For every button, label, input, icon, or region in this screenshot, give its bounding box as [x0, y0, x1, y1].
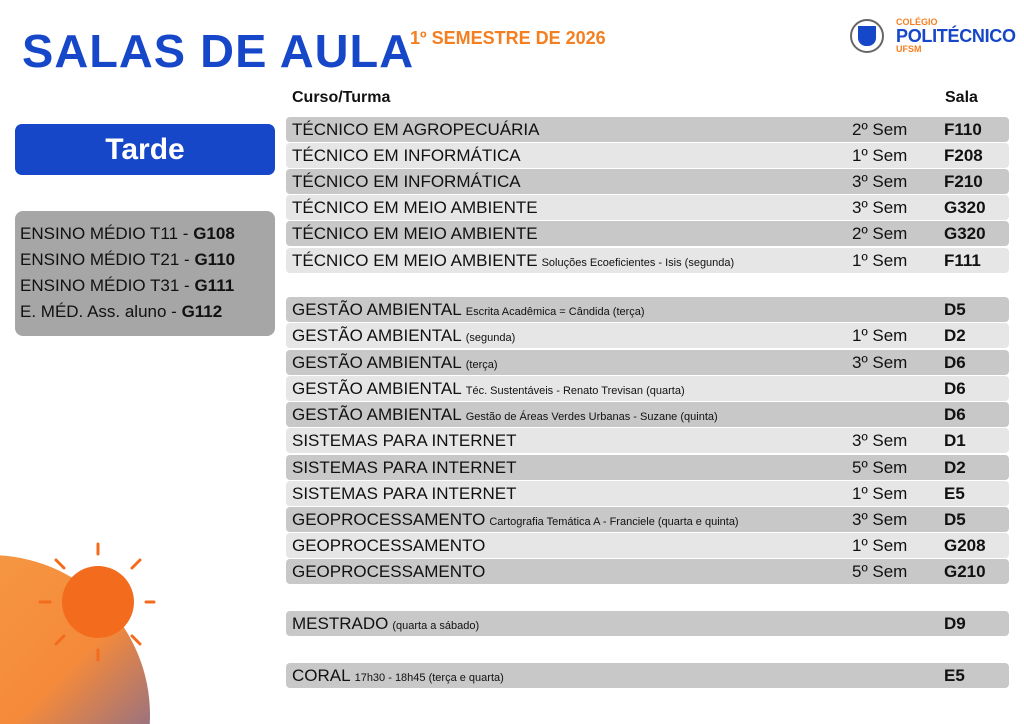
- table-row: TÉCNICO EM MEIO AMBIENTE 2º Sem G320: [286, 221, 1009, 246]
- column-header-sala: Sala: [945, 89, 978, 106]
- logo-line2: POLITÉCNICO: [896, 26, 1016, 46]
- table-row: SISTEMAS PARA INTERNET 5º Sem D2: [286, 455, 1009, 480]
- table-row: GEOPROCESSAMENTO 1º Sem G208: [286, 533, 1009, 558]
- column-header-curso: Curso/Turma: [292, 89, 391, 106]
- table-row: GESTÃO AMBIENTAL Téc. Sustentáveis - Renato Trevisan (quarta) D6: [286, 376, 1009, 401]
- table-row: GEOPROCESSAMENTO 5º Sem G210: [286, 559, 1009, 584]
- table-row: SISTEMAS PARA INTERNET 3º Sem D1: [286, 428, 1009, 453]
- table-row: GESTÃO AMBIENTAL (terça) 3º Sem D6: [286, 350, 1009, 375]
- table-row: MESTRADO (quarta a sábado) D9: [286, 611, 1009, 636]
- page-title: SALAS DE AULA: [22, 25, 415, 77]
- ensino-medio-item: E. MÉD. Ass. aluno - G112: [20, 302, 223, 321]
- table-row: GESTÃO AMBIENTAL Gestão de Áreas Verdes Urbanas - Suzane (quinta) D6: [286, 402, 1009, 427]
- table-row: TÉCNICO EM INFORMÁTICA 3º Sem F210: [286, 169, 1009, 194]
- table-row: SISTEMAS PARA INTERNET 1º Sem E5: [286, 481, 1009, 506]
- table-row: TÉCNICO EM MEIO AMBIENTE Soluções Ecoeficientes - Isis (segunda) 1º Sem F111: [286, 248, 1009, 273]
- period-badge: Tarde: [15, 124, 275, 175]
- semester-label: 1º SEMESTRE DE 2026: [410, 28, 606, 48]
- ensino-medio-item: ENSINO MÉDIO T31 - G111: [20, 276, 235, 295]
- table-row: TÉCNICO EM INFORMÁTICA 1º Sem F208: [286, 143, 1009, 168]
- school-logo: [850, 18, 1016, 54]
- ufsm-seal-icon: [850, 19, 884, 53]
- ensino-medio-box: [15, 211, 275, 336]
- sun-icon: [0, 540, 160, 724]
- table-row: GEOPROCESSAMENTO Cartografia Temática A - Franciele (quarta e quinta) 3º Sem D5: [286, 507, 1009, 532]
- table-row: TÉCNICO EM AGROPECUÁRIA 2º Sem F110: [286, 117, 1009, 142]
- ensino-medio-item: ENSINO MÉDIO T11 - G108: [20, 224, 235, 243]
- ensino-medio-item: ENSINO MÉDIO T21 - G110: [20, 250, 236, 269]
- table-row: CORAL 17h30 - 18h45 (terça e quarta) E5: [286, 663, 1009, 688]
- sun-illustration: [0, 540, 160, 724]
- logo-line3: UFSM: [896, 44, 922, 54]
- logo-line1: COLÉGIO: [896, 17, 938, 27]
- table-row: GESTÃO AMBIENTAL (segunda) 1º Sem D2: [286, 323, 1009, 348]
- table-row: TÉCNICO EM MEIO AMBIENTE 3º Sem G320: [286, 195, 1009, 220]
- table-row: GESTÃO AMBIENTAL Escrita Acadêmica = Cândida (terça) D5: [286, 297, 1009, 322]
